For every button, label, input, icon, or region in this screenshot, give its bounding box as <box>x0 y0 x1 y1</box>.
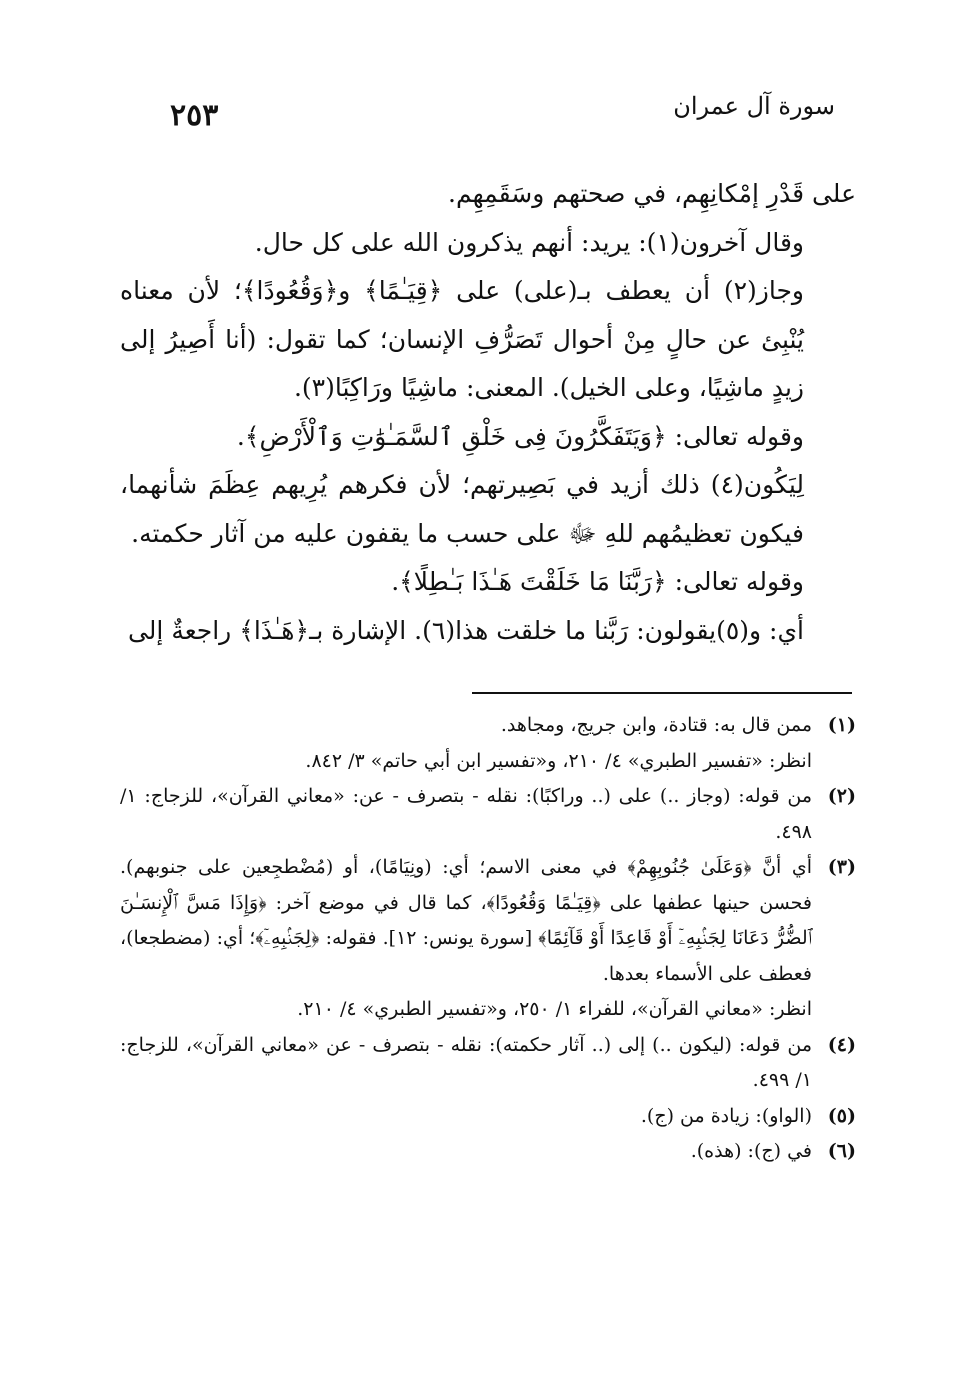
footnote-number: (٥) <box>827 1104 856 1127</box>
paragraph: وقوله تعالى: ﴿وَيَتَفَكَّرُونَ فِى خَلْقِ ٱلسَّمَـٰوَٰتِ وَٱلْأَرْضِ﴾. <box>236 421 804 451</box>
footnote-number: (٣) <box>827 856 856 878</box>
footnote-text: في (ج): (هذه). <box>690 1140 812 1162</box>
footnote-text: ممن قال به: قتادة، وابن جريج، ومجاهد. <box>500 714 812 736</box>
footnote-number: (٤) <box>827 1033 856 1056</box>
paragraph: وقال آخرون(١): يريد: أنهم يذكرون الله على كل حال. <box>254 227 804 257</box>
footnote-number: (٢) <box>827 785 856 807</box>
footnote <box>120 708 856 779</box>
footnote-divider <box>472 692 852 694</box>
footnote <box>120 1028 856 1099</box>
footnote-body <box>120 1134 812 1170</box>
footnote-text: من قوله: (وجاز ..) على (.. وراكبًا): نقله - بتصرف - عن: «معاني القرآن»، للزجاج: ١/ ٤٩٨. <box>120 785 812 843</box>
paragraph: على قَدْرِ إمْكانِهِم، في صحتهم وسَقَمِهِم. <box>448 179 856 208</box>
surah-title: سورة آل عمران <box>673 92 835 120</box>
paragraph: وجاز(٢) أن يعطف بـ(على) على ﴿قِيَـٰمًا﴾ و﴿وَقُعُودًا﴾؛ لأن معناه يُنْبِئ عن حالٍ مِنْ أحوال تَصَرُّفِ الإنسان؛ كما تقول: (أنا أَصِيرُ إلى زيدٍ ماشِيًا، وعلى الخيل). المعنى: ماشِيًا ورَاكِبًا(٣). <box>120 276 804 402</box>
footnote-text: أي أنَّ ﴿وَعَلَىٰ جُنُوبِهِمْ﴾ في معنى الاسم؛ أي: (ونِيَامًا)، أو (مُضْطجِعين على جنوبهم). فحسن حينها عطفها على ﴿قِيَـٰمًا وَقُعُودًا﴾، كما قال في موضع آخر: ﴿وَإِذَا مَسَّ ٱلْإِنسَـٰنَ ٱلضُّرُّ دَعَانَا لِجَنۢبِهِۦٓ أَوْ قَاعِدًا أَوْ قَآئِمًا﴾ [سورة يونس: ١٢]. فقوله: ﴿لِجَنۢبِهِۦٓ﴾؛ أي: (مضطجعا)، فعطف على الأسماء بعدها. <box>120 856 812 985</box>
footnote-text: (الواو): زيادة من (ج). <box>640 1104 812 1127</box>
page-header <box>140 92 835 132</box>
footnote-body <box>120 1028 812 1099</box>
footnote-body <box>120 850 812 1028</box>
paragraph: لِيَكُون(٤) ذلك أزيد في بَصِيرتهم؛ لأن فكرهم يُرِيهم عِظَمَ شأنهما، فيكون تعظيمُهم للهِ ﷻ على حسب ما يقفون عليه من آثار حكمته. <box>120 470 804 548</box>
footnote <box>120 1134 856 1170</box>
footnote-body <box>120 779 812 850</box>
footnote <box>120 1099 856 1135</box>
footnote-body <box>120 1099 812 1135</box>
paragraph: أي: و(٥)يقولون: رَبَّنا ما خلقت هذا(٦). الإشارة بـ﴿هَـٰذَا﴾ راجعةٌ إلى <box>127 615 804 645</box>
footnote-body <box>120 708 812 779</box>
footnote-text: من قوله: (ليكون ..) إلى (.. آثار حكمته): نقله - بتصرف - عن «معاني القرآن»، للزجاج: ١/ ٤٩٩. <box>120 1033 812 1091</box>
footnote-number: (١) <box>827 714 856 736</box>
footnote-reference: انظر: «تفسير الطبري» ٤/ ٢١٠، و«تفسير ابن أبي حاتم» ٣/ ٨٤٢. <box>305 749 812 772</box>
footnotes <box>120 708 856 1170</box>
paragraph: وقوله تعالى: ﴿رَبَّنَا مَا خَلَقْتَ هَـٰذَا بَـٰطِلًا﴾. <box>391 567 804 596</box>
footnote <box>120 850 856 1028</box>
footnote-number: (٦) <box>827 1140 856 1162</box>
page-number: ٢٥٣ <box>170 98 219 133</box>
footnote <box>120 779 856 850</box>
main-text <box>120 170 856 655</box>
footnote-reference: انظر: «معاني القرآن»، للفراء ١/ ٢٥٠، و«تفسير الطبري» ٤/ ٢١٠. <box>297 998 812 1020</box>
